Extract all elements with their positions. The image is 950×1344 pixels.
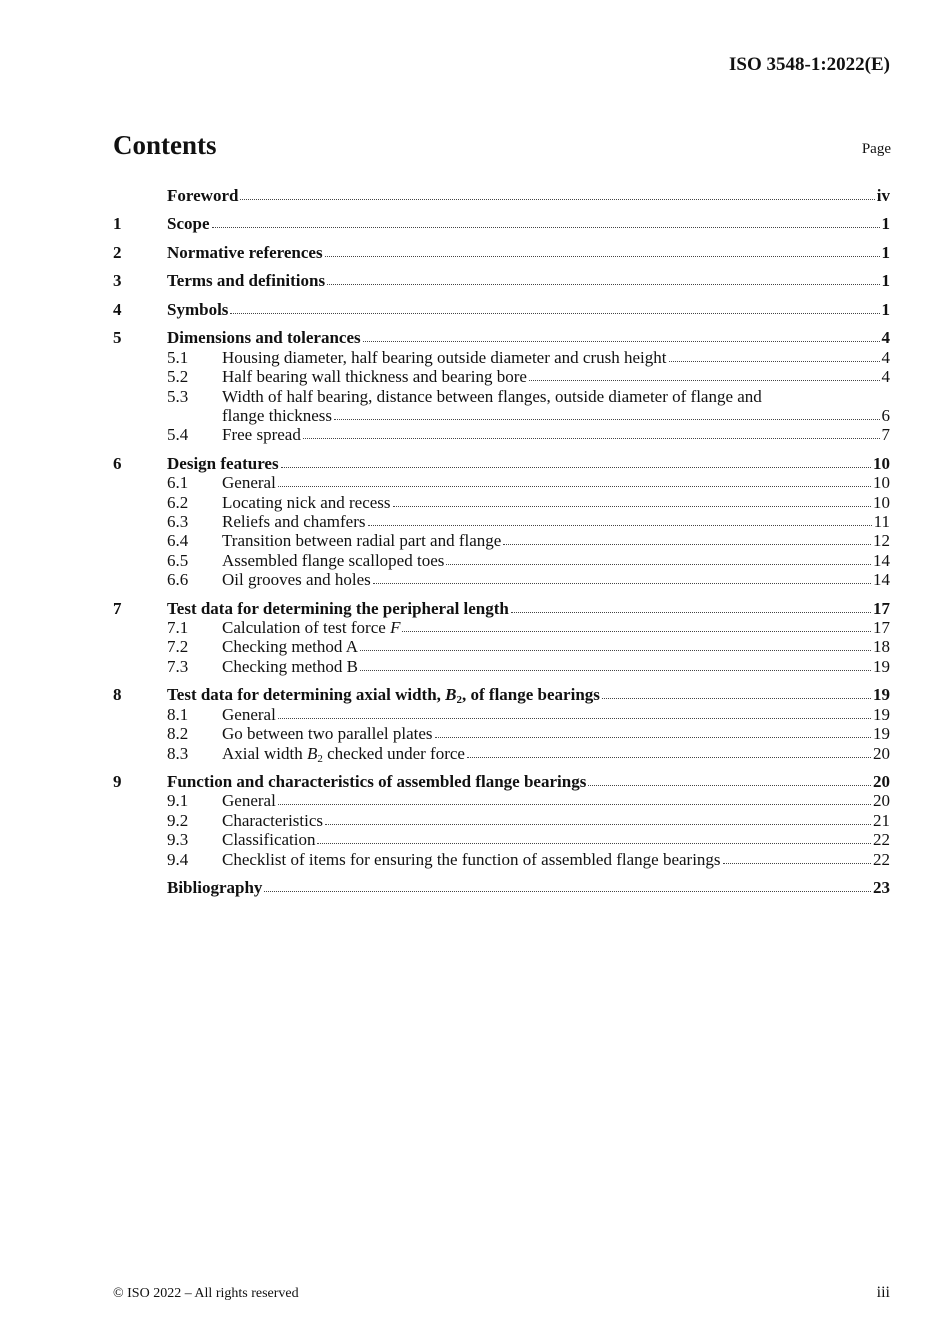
toc-entry-title: [167, 300, 228, 319]
toc-entry[interactable]: [113, 744, 890, 763]
toc-entry-page: 12: [873, 531, 890, 551]
toc-entry[interactable]: [113, 685, 890, 707]
toc-entry-title: [222, 705, 276, 724]
toc-entry-title-text: Bibliography: [167, 878, 263, 898]
toc-entry[interactable]: [113, 531, 890, 550]
toc-entry-title: [167, 271, 325, 290]
toc-entry-title: [167, 454, 279, 473]
toc-entry-title-text: Checking method B: [222, 656, 358, 676]
toc-entry-page: 4: [881, 367, 890, 387]
toc-entry-page: 18: [873, 637, 890, 657]
toc-entry-page: 23: [873, 878, 890, 898]
toc-entry-number: 5.1: [167, 347, 189, 367]
toc-entry-number: 7.1: [167, 618, 189, 638]
table-of-contents: [113, 186, 890, 897]
toc-entry-title-text: Terms and definitions: [167, 271, 326, 291]
toc-entry-page: 20: [873, 772, 890, 791]
toc-entry-number: 4: [113, 299, 122, 319]
toc-entry-page: 1: [881, 299, 890, 319]
toc-entry-page: 19: [873, 685, 890, 705]
toc-entry-title-text: Test data for determining the peripheral length: [167, 598, 509, 618]
toc-entry-number: 6.6: [167, 570, 189, 590]
toc-entry-title: [222, 657, 358, 676]
toc-entry-title: [222, 811, 323, 830]
toc-entry-page: 20: [873, 743, 890, 763]
toc-entry-number: 6: [113, 453, 122, 473]
document-id-header: ISO 3548-1:2022(E): [729, 54, 890, 75]
toc-entry-title-text: Half bearing wall thickness and bearing bore: [222, 367, 527, 387]
toc-entry-page: 20: [873, 791, 890, 811]
variable-subscript: 2: [456, 694, 462, 707]
dot-leader: [360, 649, 871, 651]
toc-entry-number: 9.1: [167, 791, 189, 811]
toc-entry-title-text: Axial width: [222, 743, 307, 763]
toc-entry-title-text: Function and characteristics of assembled flange bearings: [167, 772, 587, 791]
toc-entry-title: [222, 387, 762, 406]
toc-entry-number: 6.3: [167, 512, 189, 532]
toc-entry-title: [167, 328, 361, 347]
toc-entry-title: [167, 772, 586, 791]
toc-entry-title-text: Symbols: [167, 299, 229, 319]
toc-entry-title: [167, 186, 238, 205]
toc-entry-title: [222, 425, 301, 444]
toc-entry-title: [167, 214, 210, 233]
toc-entry-title-text: Go between two parallel plates: [222, 724, 433, 744]
toc-entry-page: 6: [881, 405, 890, 425]
toc-entry[interactable]: [113, 186, 890, 205]
dot-leader: [503, 543, 871, 545]
variable-symbol: F: [390, 618, 401, 638]
toc-entry-title: [222, 744, 465, 763]
toc-entry[interactable]: [113, 618, 890, 637]
dot-leader: [373, 582, 871, 584]
dot-leader: [240, 198, 874, 200]
toc-entry-title: [222, 367, 527, 386]
toc-entry-page: 17: [873, 598, 890, 618]
dot-leader: [446, 563, 871, 565]
dot-leader: [278, 485, 871, 487]
toc-entry-title-text: Normative references: [167, 242, 323, 262]
toc-entry-title-text: Transition between radial part and flange: [222, 531, 502, 551]
toc-entry[interactable]: [113, 367, 890, 386]
toc-entry[interactable]: [113, 512, 890, 531]
toc-entry[interactable]: [113, 348, 890, 367]
toc-entry[interactable]: [113, 271, 890, 290]
toc-entry-page: 19: [873, 704, 890, 724]
toc-entry-title: [222, 637, 358, 656]
toc-entry[interactable]: [113, 811, 890, 830]
toc-entry-page: 10: [873, 473, 890, 493]
toc-entry[interactable]: [113, 850, 890, 869]
toc-entry-title-text: General: [222, 704, 276, 724]
toc-entry[interactable]: [113, 454, 890, 473]
toc-entry-title-text: General: [222, 473, 276, 493]
toc-entry-number: 7: [113, 598, 122, 618]
toc-entry-number: 7.3: [167, 656, 189, 676]
dot-leader: [212, 226, 880, 228]
toc-entry-number: 5: [113, 328, 122, 348]
toc-entry-number: 9.4: [167, 849, 189, 869]
toc-entry-number: 9.2: [167, 810, 189, 830]
toc-entry-title: [222, 791, 276, 810]
toc-entry-number: 5.2: [167, 367, 189, 387]
dot-leader: [325, 823, 871, 825]
toc-entry[interactable]: [113, 772, 890, 791]
toc-entry-title-text: Scope: [167, 214, 210, 234]
dot-leader: [435, 736, 871, 738]
toc-entry-number: 8.2: [167, 724, 189, 744]
toc-entry-number: 6.2: [167, 492, 189, 512]
toc-entry[interactable]: [113, 705, 890, 724]
toc-entry-title-text: Characteristics: [222, 810, 324, 830]
toc-entry[interactable]: [113, 387, 890, 406]
toc-entry[interactable]: [113, 830, 890, 849]
dot-leader: [511, 611, 871, 613]
toc-entry[interactable]: [113, 570, 890, 589]
dot-leader: [278, 717, 871, 719]
toc-entry[interactable]: [113, 214, 890, 233]
toc-entry-title-text: Checklist of items for ensuring the function of assembled flange bearings: [222, 849, 721, 869]
variable-subscript: 2: [317, 752, 323, 765]
copyright-footer: © ISO 2022 – All rights reserved: [113, 1286, 299, 1301]
toc-entry-page: 1: [881, 214, 890, 234]
dot-leader: [588, 784, 871, 786]
variable-symbol: B: [445, 685, 457, 705]
toc-entry-title: [222, 830, 315, 849]
toc-entry-title: [222, 618, 400, 637]
toc-entry-page: 1: [881, 242, 890, 262]
toc-entry[interactable]: [113, 243, 890, 262]
toc-entry[interactable]: [113, 657, 890, 676]
toc-entry-title-text: Classification: [222, 830, 316, 850]
toc-entry-title: [222, 512, 366, 531]
toc-entry-number: 8.1: [167, 704, 189, 724]
toc-entry-page: 4: [881, 328, 890, 348]
dot-leader: [393, 505, 871, 507]
toc-entry-page: 22: [873, 830, 890, 850]
toc-entry-number: 6.5: [167, 550, 189, 570]
dot-leader: [325, 255, 880, 257]
toc-entry[interactable]: [113, 791, 890, 810]
toc-entry[interactable]: [113, 425, 890, 444]
dot-leader: [317, 842, 871, 844]
toc-entry[interactable]: [113, 724, 890, 743]
dot-leader: [363, 340, 880, 342]
toc-entry-title: [222, 570, 371, 589]
toc-entry-title: [167, 599, 509, 618]
dot-leader: [303, 437, 880, 439]
toc-entry-number: 8.3: [167, 743, 189, 763]
toc-entry-title-text: Locating nick and recess: [222, 492, 391, 512]
toc-entry-title-text: Reliefs and chamfers: [222, 512, 366, 532]
toc-entry-title-text: Assembled flange scalloped toes: [222, 550, 445, 570]
toc-entry-number: 8: [113, 685, 122, 705]
toc-entry-title-text: Free spread: [222, 425, 301, 445]
toc-entry-page: 22: [873, 849, 890, 869]
toc-entry-title-suffix: checked under force: [322, 743, 465, 763]
toc-entry-title: [222, 551, 444, 570]
toc-entry-title-text: Dimensions and tolerances: [167, 328, 361, 348]
toc-entry-number: 1: [113, 214, 122, 234]
page-title: Contents: [113, 130, 217, 160]
toc-entry-page: 4: [881, 347, 890, 367]
toc-entry-page: 11: [873, 512, 890, 532]
dot-leader: [230, 312, 879, 314]
toc-entry-page: 14: [873, 550, 890, 570]
variable-symbol: B: [307, 743, 318, 763]
toc-entry-page: 19: [873, 656, 890, 676]
toc-entry-title-continued: flange thickness: [222, 405, 332, 425]
toc-entry-title: [167, 878, 262, 897]
toc-entry[interactable]: [113, 328, 890, 347]
toc-entry-title-text: Design features: [167, 453, 279, 473]
toc-entry-title: [222, 348, 667, 367]
toc-entry[interactable]: [113, 599, 890, 618]
toc-entry-title: [222, 531, 501, 550]
dot-leader: [669, 360, 880, 362]
toc-entry[interactable]: [113, 637, 890, 656]
toc-entry-continuation[interactable]: [113, 406, 890, 425]
toc-entry-page: 10: [873, 492, 890, 512]
toc-entry-title-text: Calculation of test force: [222, 618, 391, 638]
toc-entry-page: 19: [873, 724, 890, 744]
toc-entry-number: 7.2: [167, 637, 189, 657]
dot-leader: [278, 803, 871, 805]
toc-entry-page: 10: [873, 453, 890, 473]
toc-entry-title: [167, 685, 600, 707]
dot-leader: [264, 890, 871, 892]
toc-entry-title: [222, 493, 391, 512]
toc-entry-title-text: Foreword: [167, 186, 239, 205]
toc-entry-title-text: Test data for determining axial width,: [167, 685, 446, 705]
toc-entry[interactable]: [113, 878, 890, 897]
toc-entry[interactable]: [113, 473, 890, 492]
dot-leader: [360, 669, 871, 671]
toc-entry-page: 14: [873, 570, 890, 590]
page-column-label: Page: [861, 141, 891, 157]
toc-entry-title: [222, 473, 276, 492]
toc-entry-page: 17: [873, 618, 890, 638]
toc-entry-number: 5.3: [167, 386, 189, 406]
toc-entry-title: [222, 724, 433, 743]
toc-entry-page: iv: [876, 186, 890, 205]
toc-entry[interactable]: [113, 493, 890, 512]
dot-leader: [723, 862, 871, 864]
dot-leader: [281, 466, 871, 468]
toc-entry-title-text: Housing diameter, half bearing outside diameter and crush height: [222, 347, 667, 367]
dot-leader: [334, 418, 880, 420]
dot-leader: [368, 524, 872, 526]
dot-leader: [327, 283, 879, 285]
dot-leader: [467, 756, 871, 758]
dot-leader: [529, 379, 880, 381]
dot-leader: [602, 697, 871, 699]
toc-entry-title-text: Width of half bearing, distance between flanges, outside diameter of flange and: [222, 386, 762, 406]
toc-entry-title-text: Oil grooves and holes: [222, 570, 371, 590]
toc-entry-page: 1: [881, 271, 890, 291]
toc-entry-number: 3: [113, 271, 122, 291]
toc-entry[interactable]: [113, 551, 890, 570]
toc-entry-title-text: General: [222, 791, 276, 811]
toc-entry[interactable]: [113, 300, 890, 319]
toc-entry-title-suffix: , of flange bearings: [462, 685, 600, 705]
toc-entry-number: 2: [113, 242, 122, 262]
toc-entry-title: [167, 243, 323, 262]
toc-entry-number: 5.4: [167, 425, 189, 445]
footer-page-number: iii: [876, 1284, 890, 1301]
toc-entry-page: 21: [873, 810, 890, 830]
toc-entry-title: [222, 850, 721, 869]
toc-entry-title-text: Checking method A: [222, 637, 358, 657]
toc-entry-number: 9: [113, 772, 122, 791]
dot-leader: [402, 630, 871, 632]
toc-entry-number: 6.4: [167, 531, 189, 551]
toc-entry-number: 6.1: [167, 473, 189, 493]
toc-entry-page: 7: [881, 425, 890, 445]
toc-entry-number: 9.3: [167, 830, 189, 850]
